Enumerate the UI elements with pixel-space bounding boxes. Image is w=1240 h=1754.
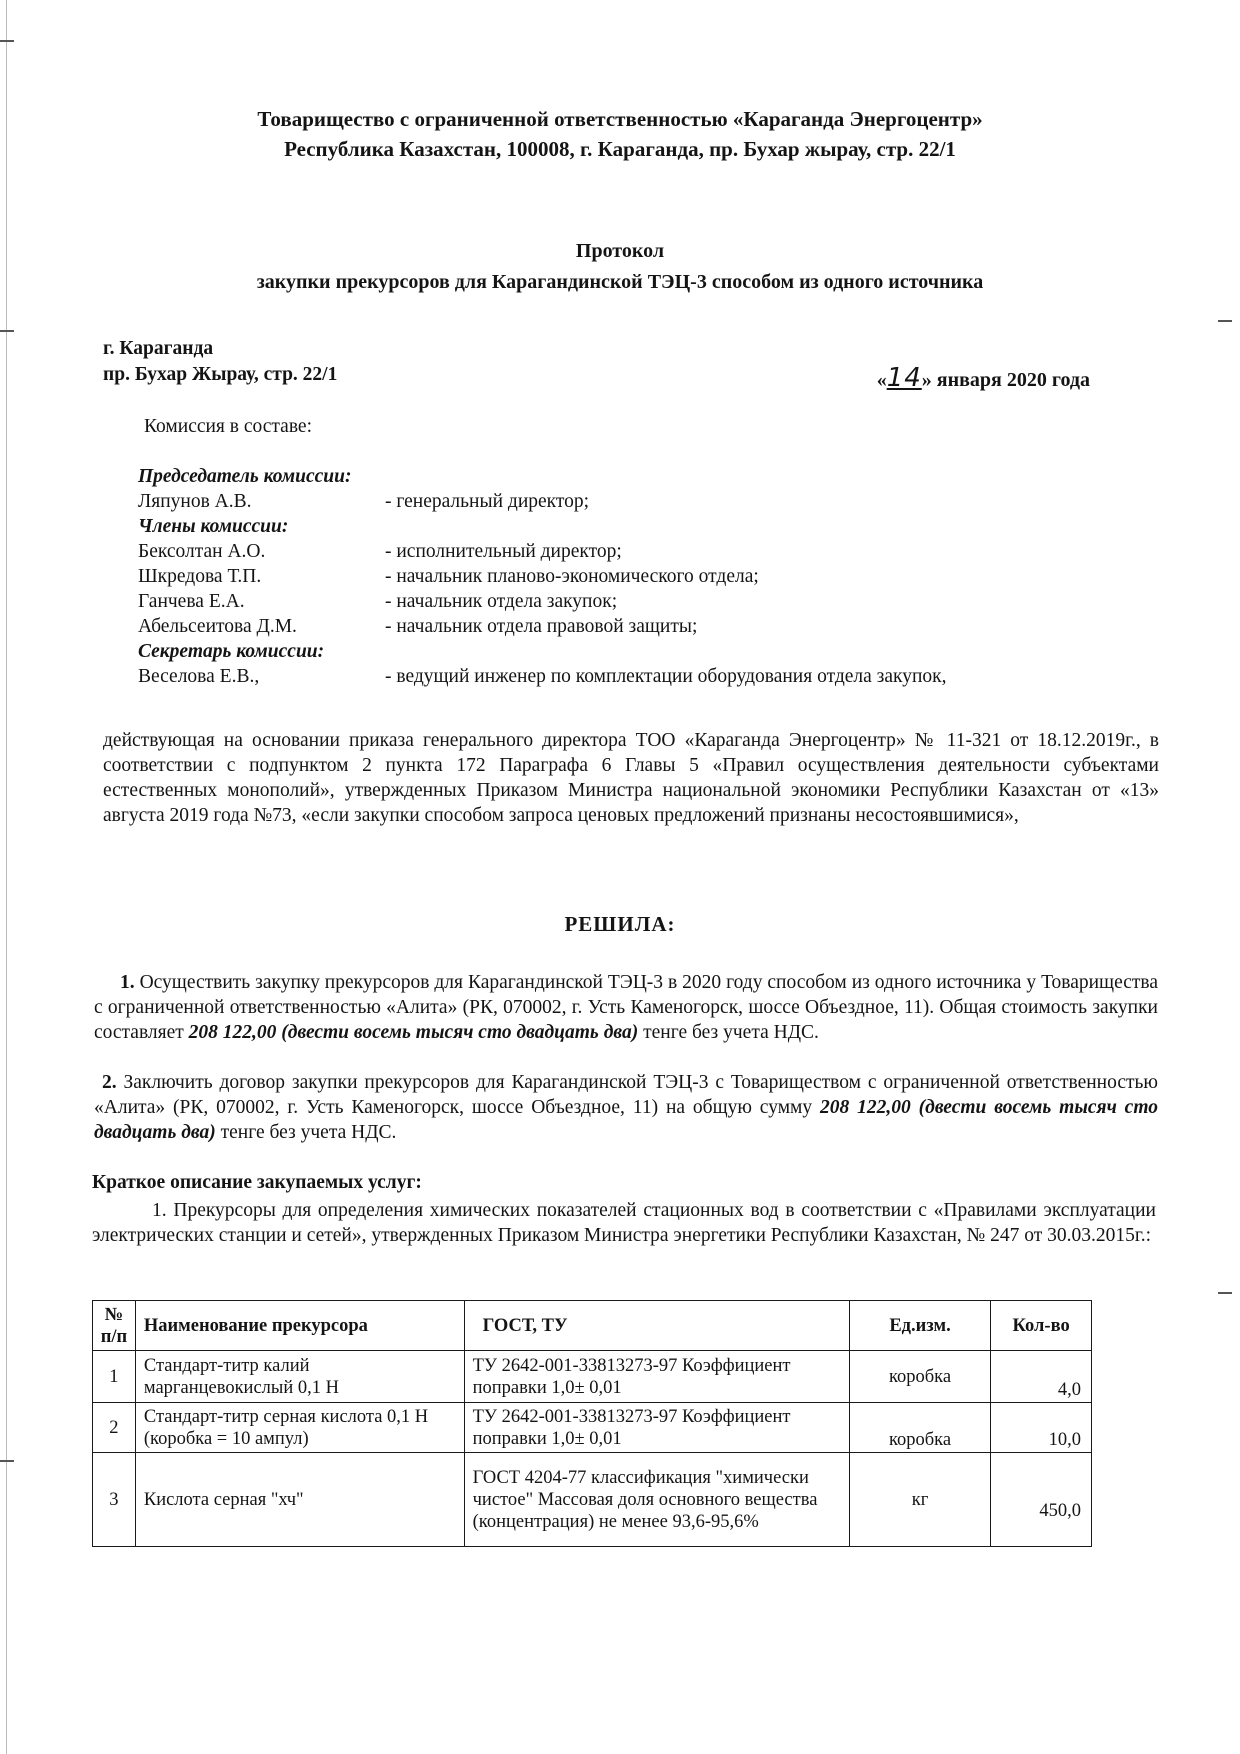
cell-gost: ГОСТ 4204-77 классификация "химически чистое" Массовая доля основного вещества (концентрация) не менее 93,6-95,6% [464,1453,849,1547]
scan-edge-mark [0,1460,14,1462]
decision-item [94,970,1158,1045]
member-name: Бексолтан А.О. [138,541,266,562]
place-address: пр. Бухар Жырау, стр. 22/1 [103,364,338,385]
cell-qty: 450,0 [991,1453,1092,1547]
member-name: Веселова Е.В., [138,666,260,687]
member-name: Ляпунов А.В. [138,491,252,512]
member-name: Абельсеитова Д.М. [138,616,297,637]
date-month-year: » января 2020 года [921,369,1090,391]
date-day-handwritten: 14 [886,363,922,393]
cell-no: 2 [93,1403,136,1453]
commission-role: Члены комиссии: [138,516,289,537]
commission-member-row [138,539,1098,564]
decision-text-end: тенге без учета НДС. [638,1022,819,1043]
header-unit: Ед.изм. [849,1301,991,1351]
organization-name: Товарищество с ограниченной ответственностью «Караганда Энергоцентр» [257,107,983,131]
member-position: - ведущий инженер по комплектации оборудования отдела закупок, [385,666,947,687]
member-position: - генеральный директор; [385,491,590,512]
commission-role-row [138,464,1098,489]
decision-item [94,1070,1158,1145]
protocol-date [877,363,1090,393]
cell-name: Стандарт-титр серная кислота 0,1 Н (коробка = 10 ампул) [135,1403,464,1453]
scan-edge-mark [1218,320,1232,322]
table-row [93,1403,1092,1453]
cell-qty: 10,0 [991,1403,1092,1453]
cell-unit: коробка [849,1403,991,1453]
member-name: Ганчева Е.А. [138,591,245,612]
header-qty: Кол-во [991,1301,1092,1351]
cell-unit: кг [849,1453,991,1547]
commission-member-row [138,614,1098,639]
cell-gost: ТУ 2642-001-33813273-97 Коэффициент поправки 1,0± 0,01 [464,1403,849,1453]
cell-unit: коробка [849,1351,991,1403]
table-row [93,1351,1092,1403]
cell-gost: ТУ 2642-001-33813273-97 Коэффициент поправки 1,0± 0,01 [464,1351,849,1403]
precursors-table [92,1300,1092,1547]
commission-role-row [138,639,1098,664]
protocol-title-line1: Протокол [575,240,665,262]
organization-address: Республика Казахстан, 100008, г. Караганда, пр. Бухар жырау, стр. 22/1 [284,137,956,161]
description-heading: Краткое описание закупаемых услуг: [92,1172,422,1193]
commission-members [138,464,1098,689]
decision-text: Осуществить закупку прекурсоров для Карагандинской ТЭЦ-3 в 2020 году способом из одного источника у Товарищества с ограниченной ответственностью «Алита» (РК, 070002, г. Усть Каменогорск, шоссе Объездное, 11). Общая стоимость закупки составляет [94,972,1158,1043]
protocol-title [100,236,1140,298]
commission-member-row [138,664,1098,689]
decision-heading: РЕШИЛА: [564,912,676,936]
scan-edge-mark [0,40,14,42]
decision-amount: 208 122,00 (двести восемь тысяч сто двадцать два) [94,1097,1158,1143]
decision-number: 1. [120,972,135,993]
scan-edge-mark [6,0,7,1754]
organization-header [100,104,1140,164]
decision-text: Заключить договор закупки прекурсоров для Карагандинской ТЭЦ-3 с Товариществом с ограниченной ответственностью «Алита» (РК, 070002, г. Усть Каменогорск, шоссе Объездное, 11) на общую сумму [94,1072,1158,1118]
cell-no: 1 [93,1351,136,1403]
date-open-quote: « [876,369,887,391]
commission-role: Секретарь комиссии: [138,641,325,662]
header-name: Наименование прекурсора [135,1301,464,1351]
description-text: 1. Прекурсоры для определения химических показателей стационных вод в соответствии с «Правилами эксплуатации электрических станции и сетей», утвержденных Приказом Министра энергетики Республики Казахстан, № 247 от 30.03.2015г.: [92,1200,1156,1246]
table-header-row [93,1301,1092,1351]
description-paragraph [92,1198,1156,1248]
commission-role: Председатель комиссии: [138,466,352,487]
cell-no: 3 [93,1453,136,1547]
cell-name: Кислота серная "хч" [135,1453,464,1547]
member-position: - начальник отдела правовой защиты; [385,616,698,637]
commission-intro: Комиссия в составе: [144,416,312,437]
table-row [93,1453,1092,1547]
member-name: Шкредова Т.П. [138,566,262,587]
member-position: - начальник планово-экономического отдела; [385,566,759,587]
header-gost: ГОСТ, ТУ [464,1301,849,1351]
commission-member-row [138,564,1098,589]
decision-text-end: тенге без учета НДС. [215,1122,397,1143]
decision-amount: 208 122,00 (двести восемь тысяч сто двадцать два) [188,1022,639,1043]
basis-paragraph: действующая на основании приказа генерального директора ТОО «Караганда Энергоцентр» № 11-321 от 18.12.2019г., в соответствии с подпунктом 2 пункта 172 Параграфа 6 Главы 5 «Правил осуществления деятельности субъектами естественных монополий», утвержденных Приказом Министра национальной экономики Республики Казахстан от «13» августа 2019 года №73, «если закупки способом запроса ценовых предложений признаны несостоявшимися», [103,730,1159,826]
protocol-title-line2: закупки прекурсоров для Карагандинской ТЭЦ-3 способом из одного источника [256,271,984,293]
decision-number: 2. [102,1072,117,1093]
header-no: № п/п [93,1301,136,1351]
cell-qty: 4,0 [991,1351,1092,1403]
member-position: - начальник отдела закупок; [385,591,618,612]
commission-member-row [138,589,1098,614]
scan-edge-mark [1218,1292,1232,1294]
commission-member-row [138,489,1098,514]
place-city: г. Караганда [103,338,214,359]
member-position: - исполнительный директор; [385,541,622,562]
scan-edge-mark [0,330,14,332]
commission-role-row [138,514,1098,539]
cell-name: Стандарт-титр калий марганцевокислый 0,1 Н [135,1351,464,1403]
